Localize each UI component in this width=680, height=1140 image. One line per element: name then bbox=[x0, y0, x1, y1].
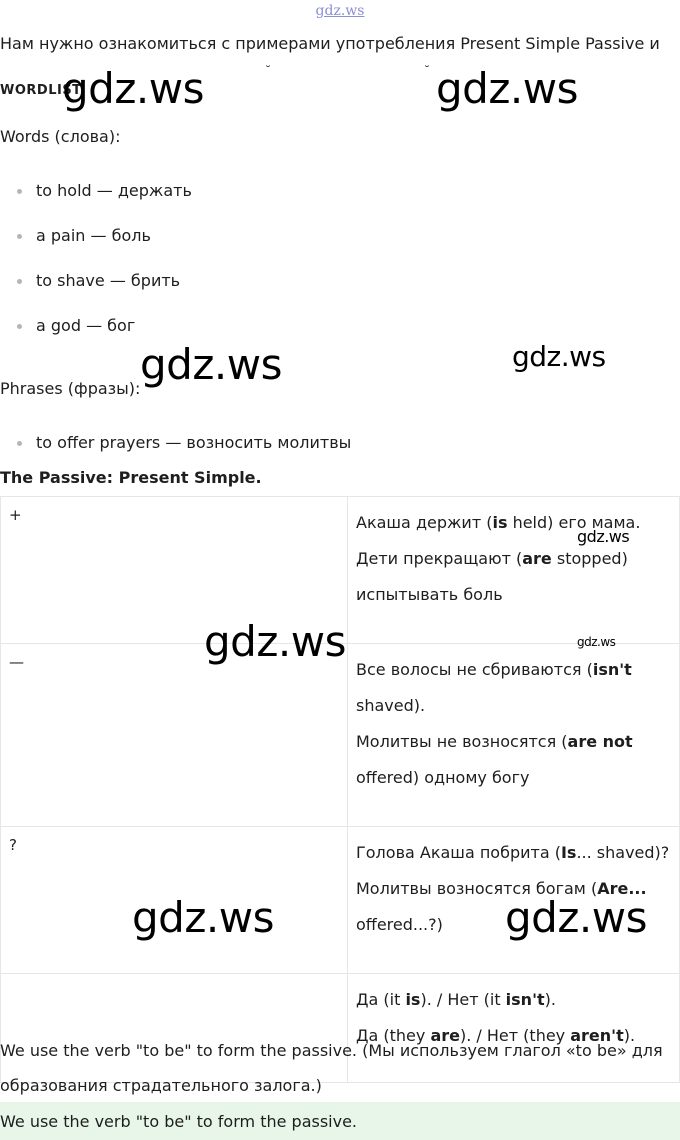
table-symbol: + bbox=[1, 497, 348, 644]
cell-line: Молитвы возносятся богам (Are... bbox=[356, 879, 647, 898]
watermark: gdz.ws bbox=[140, 340, 282, 389]
watermark: gdz.ws bbox=[132, 893, 274, 942]
cell-line: Акаша держит (is held) его мама. bbox=[356, 513, 641, 532]
cell-line: shaved). bbox=[356, 696, 426, 715]
table-cell bbox=[348, 974, 680, 1083]
phrase-item: to offer prayers — возносить молитвы bbox=[36, 433, 352, 452]
bullet-icon bbox=[17, 279, 22, 284]
watermark: gdz.ws bbox=[505, 893, 647, 942]
cell-line: Да (it is). / Нет (it isn't). bbox=[356, 990, 556, 1009]
word-item: to hold — держать bbox=[36, 181, 192, 200]
watermark: gdz.ws bbox=[436, 64, 578, 113]
table-symbol bbox=[1, 974, 348, 1083]
cell-line: Все волосы не сбриваются (isn't bbox=[356, 660, 632, 679]
cell-line: испытывать боль bbox=[356, 585, 503, 604]
watermark: gdz.ws bbox=[577, 635, 616, 649]
highlight-text: We use the verb "to be" to form the passive. bbox=[0, 1112, 358, 1131]
watermark: gdz.ws bbox=[62, 64, 204, 113]
footer-text: We use the verb "to be" to form the passive. (Мы используем глагол «to be» для bbox=[0, 1041, 663, 1060]
phrases-heading: Phrases (фразы): bbox=[0, 379, 141, 398]
table-symbol: — bbox=[1, 644, 348, 827]
intro-text: Нам нужно ознакомиться с примерами употребления Present Simple Passive и bbox=[0, 34, 660, 53]
word-item: to shave — брить bbox=[36, 271, 181, 290]
watermark: gdz.ws bbox=[204, 617, 346, 666]
bullet-icon bbox=[17, 441, 22, 446]
word-item: a god — бог bbox=[36, 316, 136, 335]
word-item: a pain — боль bbox=[36, 226, 151, 245]
table-cell bbox=[348, 644, 680, 827]
accent-mark: ˘ bbox=[424, 64, 430, 78]
cell-line: Да (they are). / Нет (they aren't). bbox=[356, 1026, 636, 1045]
cell-line: Дети прекращают (are stopped) bbox=[356, 549, 628, 568]
cell-line: offered) одному богу bbox=[356, 768, 530, 787]
accent-mark: ˘ bbox=[265, 64, 271, 78]
table-row bbox=[1, 644, 680, 827]
passive-heading: The Passive: Present Simple. bbox=[0, 468, 262, 487]
words-heading: Words (слова): bbox=[0, 127, 121, 146]
wordlist-label: WORDLIST bbox=[0, 83, 82, 98]
table-symbol: ? bbox=[1, 827, 348, 974]
site-mark[interactable]: gdz.ws bbox=[315, 3, 365, 19]
footer-text: образования страдательного залога.) bbox=[0, 1076, 322, 1095]
cell-line: Молитвы не возносятся (are not bbox=[356, 732, 633, 751]
cell-line: Голова Акаша побрита (Is... shaved)? bbox=[356, 843, 670, 862]
watermark: gdz.ws bbox=[577, 527, 630, 546]
cell-line: offered...?) bbox=[356, 915, 443, 934]
table-row bbox=[1, 974, 680, 1083]
table-cell bbox=[348, 497, 680, 644]
bullet-icon bbox=[17, 189, 22, 194]
bullet-icon bbox=[17, 234, 22, 239]
watermark: gdz.ws bbox=[512, 340, 606, 373]
passive-table bbox=[0, 496, 680, 1083]
bullet-icon bbox=[17, 324, 22, 329]
